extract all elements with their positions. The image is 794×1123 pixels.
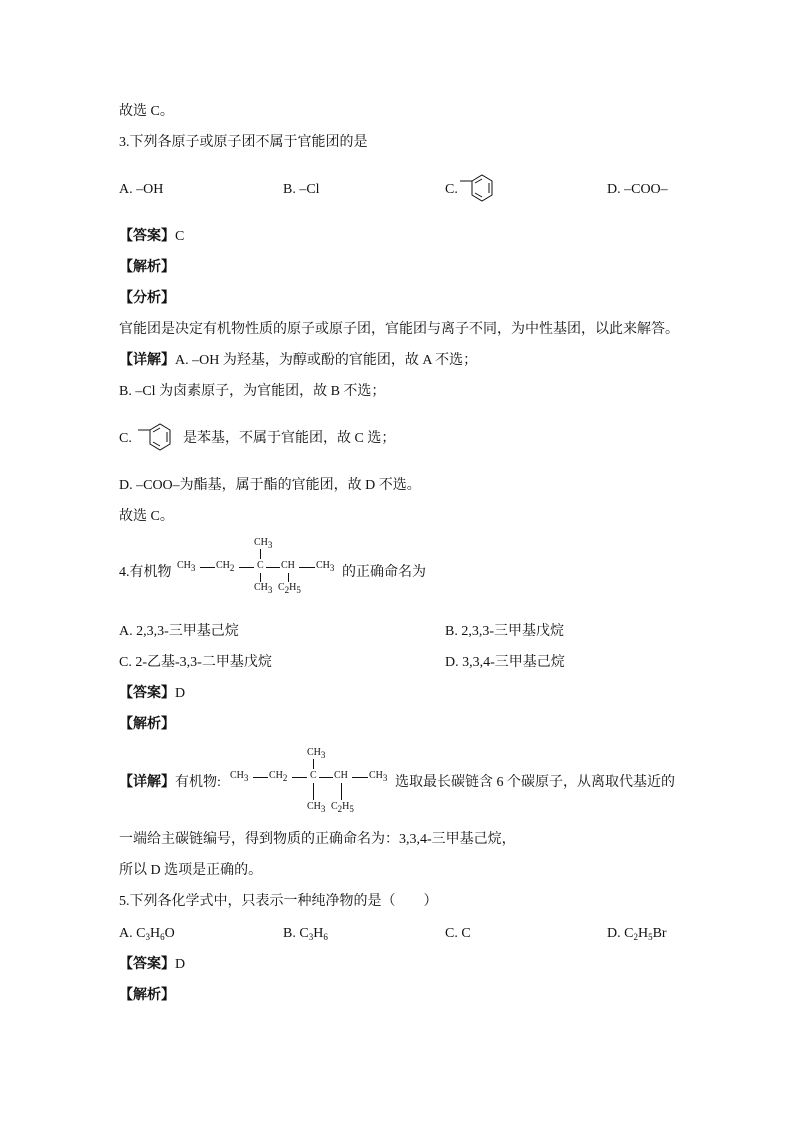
struct-ch3-top: $CH_3$ [254,537,273,550]
q4-suffix: 的正确命名为 [342,565,426,580]
q4-conclusion: 所以 D 选项是正确的。 [119,863,263,878]
q3-conclusion: 故选 C。 [119,509,174,524]
struct-ch2: $CH_2$ [269,770,288,783]
q4-structure-formula [177,537,342,595]
q4-detail-structure-formula [230,748,395,812]
answer-label: 【答案】 [119,957,175,972]
struct-ch: CH [334,770,348,781]
struct-ch3-left: $CH_3$ [177,560,196,573]
q3-option-c: C. [445,182,458,197]
q3-detail-d: D. –COO–为酯基，属于酯的官能团，故 D 不选。 [119,478,421,493]
phenyl-structure-icon [460,170,508,212]
struct-c2h5: $C_2H_5$ [331,801,354,814]
q4-option-c: C. 2-乙基-3,3-二甲基戊烷 [119,655,272,670]
conclusion-line: 故选 C。 [119,104,174,119]
struct-ch: CH [281,560,295,571]
q3-analysis-text: 官能团是决定有机物性质的原子或原子团，官能团与离子不同，为中性基团，以此来解答。 [119,322,679,337]
question-3: 3.下列各原子或原子团不属于官能团的是 [119,135,368,150]
q5-option-b: B. $C_3H_6$ [283,926,328,942]
q5-option-d: D. $C_2H_5Br$ [607,926,667,942]
answer-value: D [175,686,186,701]
answer-value: D [175,957,186,972]
q5-option-c: C. C [445,926,471,941]
q4-detail-suffix: 选取最长碳链含 6 个碳原子，从离取代基近的 [395,775,675,790]
struct-ch3-right: $CH_3$ [316,560,335,573]
q3-answer [119,228,184,246]
detail-text: 有机物: [175,775,221,790]
question-5: 5.下列各化学式中，只表示一种纯净物的是（ ） [119,894,438,909]
q4-detail-prefix [119,774,221,792]
struct-c: C [310,770,317,781]
q4-option-a: A. 2,3,3-三甲基己烷 [119,624,239,639]
struct-ch3-left: $CH_3$ [230,770,249,783]
q4-explain-label: 【解析】 [119,717,175,732]
detail-text: A. –OH 为羟基，为醇或酚的官能团，故 A 不选； [175,353,478,368]
q4-option-d: D. 3,3,4-三甲基己烷 [445,655,565,670]
q4-detail-cont: 一端给主碳链编号，得到物质的正确命名为：3,3,4-三甲基己烷， [119,832,516,847]
phenyl-structure-icon [138,420,184,458]
q3-option-b: B. –Cl [283,182,320,197]
struct-ch3-bottom: $CH_3$ [307,801,326,814]
struct-ch3-bottom: $CH_3$ [254,582,273,595]
q5-explain-label: 【解析】 [119,988,175,1003]
q3-detail-c-prefix: C. [119,431,132,446]
q4-option-b: B. 2,3,3-三甲基戊烷 [445,624,564,639]
q5-option-a: A. $C_3H_6O$ [119,926,175,942]
struct-ch3-top: $CH_3$ [307,747,326,760]
struct-c: C [257,560,264,571]
q3-analysis-label: 【分析】 [119,291,175,306]
detail-label: 【详解】 [119,775,175,790]
detail-label: 【详解】 [119,353,175,368]
q3-option-d: D. –COO– [607,182,668,197]
answer-label: 【答案】 [119,686,175,701]
q4-prefix: 4.有机物 [119,565,172,580]
q3-detail-a [119,352,477,370]
struct-ch2: $CH_2$ [216,560,235,573]
struct-c2h5: $C_2H_5$ [278,582,301,595]
struct-ch3-right: $CH_3$ [369,770,388,783]
answer-label: 【答案】 [119,229,175,244]
q4-answer [119,685,185,703]
q3-explain-label: 【解析】 [119,260,175,275]
q5-answer [119,956,185,974]
answer-value: C [175,229,185,244]
q3-detail-c: 是苯基，不属于官能团，故 C 选； [183,431,396,446]
q3-option-a: A. –OH [119,182,164,197]
q3-detail-b: B. –Cl 为卤素原子，为官能团，故 B 不选； [119,384,386,399]
